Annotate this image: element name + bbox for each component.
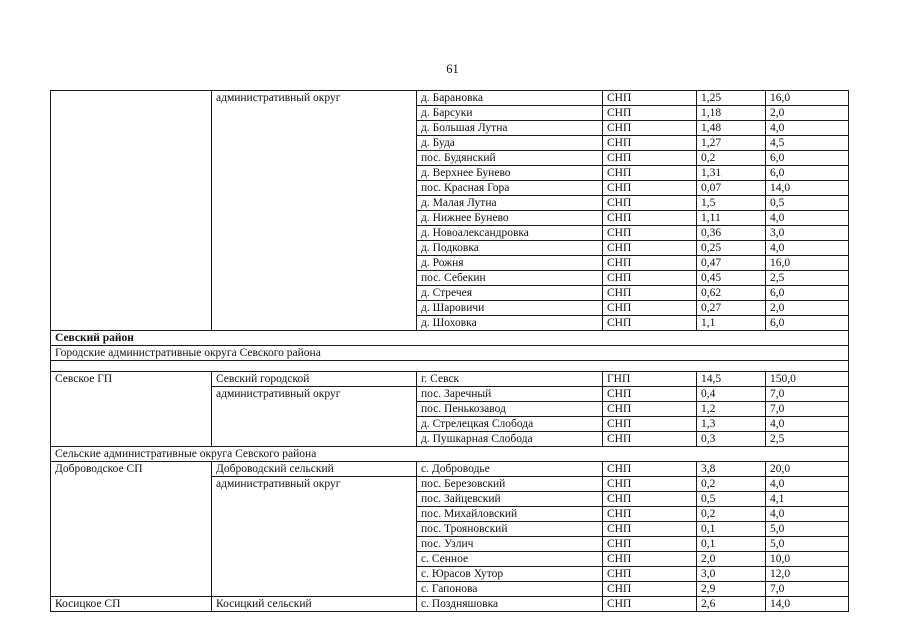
section-title: Севский район <box>51 331 849 346</box>
settlement-name: д. Рожня <box>417 256 603 271</box>
settlement-name: д. Верхнее Бунево <box>417 166 603 181</box>
value-1: 0,3 <box>697 432 766 447</box>
settlement-type: СНП <box>603 106 697 121</box>
value-2: 6,0 <box>766 151 849 166</box>
okrug-cell-line1: Косицкий сельский <box>212 597 417 612</box>
value-1: 1,48 <box>697 121 766 136</box>
value-1: 0,36 <box>697 226 766 241</box>
settlement-name: д. Малая Лутна <box>417 196 603 211</box>
settlement-type: СНП <box>603 432 697 447</box>
urban-districts-header: Городские административные округа Севского района <box>51 346 849 361</box>
settlement-type: СНП <box>603 597 697 612</box>
value-1: 1,27 <box>697 136 766 151</box>
value-1: 1,11 <box>697 211 766 226</box>
okrug-cell-line1: Доброводский сельский <box>212 462 417 477</box>
value-2: 4,0 <box>766 241 849 256</box>
settlement-name: д. Подковка <box>417 241 603 256</box>
value-2: 4,1 <box>766 492 849 507</box>
value-1: 0,62 <box>697 286 766 301</box>
settlement-name: с. Доброводье <box>417 462 603 477</box>
value-2: 0,5 <box>766 196 849 211</box>
settlement-name: пос. Узлич <box>417 537 603 552</box>
group-header-row <box>51 447 849 462</box>
settlement-type: СНП <box>603 91 697 106</box>
settlement-name: д. Буда <box>417 136 603 151</box>
value-1: 3,0 <box>697 567 766 582</box>
settlement-name: с. Гапонова <box>417 582 603 597</box>
value-2: 150,0 <box>766 372 849 387</box>
settlement-name: с. Юрасов Хутор <box>417 567 603 582</box>
value-1: 0,1 <box>697 522 766 537</box>
value-1: 0,4 <box>697 387 766 402</box>
settlement-name: пос. Будянский <box>417 151 603 166</box>
table-row <box>51 462 849 477</box>
page-number: 61 <box>446 62 459 76</box>
sp-cell: Косицкое СП <box>51 597 212 612</box>
settlement-name: д. Барсуки <box>417 106 603 121</box>
settlement-name: д. Стречея <box>417 286 603 301</box>
settlement-type: СНП <box>603 507 697 522</box>
value-1: 0,5 <box>697 492 766 507</box>
value-1: 0,1 <box>697 537 766 552</box>
settlement-type: СНП <box>603 151 697 166</box>
settlement-name: пос. Себекин <box>417 271 603 286</box>
value-1: 0,25 <box>697 241 766 256</box>
value-1: 2,9 <box>697 582 766 597</box>
settlement-type: СНП <box>603 582 697 597</box>
sp-cell <box>51 91 212 331</box>
value-1: 0,2 <box>697 507 766 522</box>
value-2: 4,0 <box>766 121 849 136</box>
value-2: 7,0 <box>766 387 849 402</box>
settlement-type: СНП <box>603 121 697 136</box>
value-2: 2,5 <box>766 271 849 286</box>
sp-cell: Доброводское СП <box>51 462 212 597</box>
group-header-row <box>51 346 849 361</box>
okrug-cell-line1: Севский городской <box>212 372 417 387</box>
settlement-name: пос. Красная Гора <box>417 181 603 196</box>
settlement-type: СНП <box>603 256 697 271</box>
settlement-type: СНП <box>603 181 697 196</box>
section-row <box>51 331 849 346</box>
value-2: 7,0 <box>766 582 849 597</box>
value-1: 0,45 <box>697 271 766 286</box>
settlement-name: д. Пушкарная Слобода <box>417 432 603 447</box>
settlement-name: пос. Михайловский <box>417 507 603 522</box>
value-2: 12,0 <box>766 567 849 582</box>
value-2: 16,0 <box>766 256 849 271</box>
settlement-type: СНП <box>603 301 697 316</box>
value-2: 16,0 <box>766 91 849 106</box>
settlement-type: СНП <box>603 211 697 226</box>
okrug-cell: административный округ <box>212 91 417 331</box>
settlement-name: г. Севск <box>417 372 603 387</box>
rural-districts-header: Сельские административные округа Севского района <box>51 447 849 462</box>
settlement-type: СНП <box>603 136 697 151</box>
table-row <box>51 372 849 387</box>
value-2: 4,5 <box>766 136 849 151</box>
value-1: 14,5 <box>697 372 766 387</box>
spacer-row <box>51 361 849 372</box>
settlement-type: СНП <box>603 286 697 301</box>
value-2: 4,0 <box>766 507 849 522</box>
value-1: 0,2 <box>697 151 766 166</box>
value-2: 2,0 <box>766 301 849 316</box>
settlement-name: пос. Трояновский <box>417 522 603 537</box>
value-1: 2,6 <box>697 597 766 612</box>
value-2: 6,0 <box>766 286 849 301</box>
settlement-type: СНП <box>603 241 697 256</box>
settlement-name: с. Сенное <box>417 552 603 567</box>
settlement-type: СНП <box>603 492 697 507</box>
settlement-name: д. Новоалександровка <box>417 226 603 241</box>
value-1: 1,31 <box>697 166 766 181</box>
value-2: 14,0 <box>766 597 849 612</box>
value-1: 1,1 <box>697 316 766 331</box>
value-2: 2,0 <box>766 106 849 121</box>
settlement-type: СНП <box>603 196 697 211</box>
value-1: 1,2 <box>697 402 766 417</box>
value-1: 3,8 <box>697 462 766 477</box>
value-2: 5,0 <box>766 522 849 537</box>
value-2: 4,0 <box>766 417 849 432</box>
value-2: 7,0 <box>766 402 849 417</box>
table-row <box>51 597 849 612</box>
value-1: 0,47 <box>697 256 766 271</box>
settlement-name: пос. Пенькозавод <box>417 402 603 417</box>
settlement-type: СНП <box>603 552 697 567</box>
settlement-type: СНП <box>603 166 697 181</box>
value-2: 3,0 <box>766 226 849 241</box>
settlement-type: СНП <box>603 226 697 241</box>
settlement-type: СНП <box>603 477 697 492</box>
settlement-type: СНП <box>603 537 697 552</box>
settlement-name: пос. Березовский <box>417 477 603 492</box>
settlement-type: СНП <box>603 417 697 432</box>
value-2: 4,0 <box>766 477 849 492</box>
value-2: 4,0 <box>766 211 849 226</box>
value-2: 2,5 <box>766 432 849 447</box>
value-2: 10,0 <box>766 552 849 567</box>
value-1: 0,07 <box>697 181 766 196</box>
value-2: 6,0 <box>766 166 849 181</box>
settlements-table <box>50 90 849 612</box>
settlement-type: СНП <box>603 271 697 286</box>
settlement-name: пос. Зайцевский <box>417 492 603 507</box>
settlement-name: д. Большая Лутна <box>417 121 603 136</box>
spacer-cell <box>51 361 849 372</box>
settlement-type: СНП <box>603 522 697 537</box>
settlement-type: СНП <box>603 387 697 402</box>
settlement-type: ГНП <box>603 372 697 387</box>
value-1: 1,3 <box>697 417 766 432</box>
settlement-type: СНП <box>603 462 697 477</box>
okrug-cell-line2: административный округ <box>212 387 417 447</box>
settlement-type: СНП <box>603 402 697 417</box>
settlement-name: д. Барановка <box>417 91 603 106</box>
value-1: 1,5 <box>697 196 766 211</box>
okrug-cell-line2: административный округ <box>212 477 417 597</box>
settlement-name: д. Нижнее Бунево <box>417 211 603 226</box>
value-1: 1,25 <box>697 91 766 106</box>
settlement-name: с. Поздняшовка <box>417 597 603 612</box>
value-2: 20,0 <box>766 462 849 477</box>
value-2: 5,0 <box>766 537 849 552</box>
table-row <box>51 91 849 106</box>
value-1: 1,18 <box>697 106 766 121</box>
settlement-name: д. Шоховка <box>417 316 603 331</box>
value-1: 0,2 <box>697 477 766 492</box>
value-1: 2,0 <box>697 552 766 567</box>
value-2: 6,0 <box>766 316 849 331</box>
settlement-name: д. Шаровичи <box>417 301 603 316</box>
value-2: 14,0 <box>766 181 849 196</box>
settlement-type: СНП <box>603 316 697 331</box>
settlement-name: д. Стрелецкая Слобода <box>417 417 603 432</box>
settlement-name: пос. Заречный <box>417 387 603 402</box>
settlement-type: СНП <box>603 567 697 582</box>
value-1: 0,27 <box>697 301 766 316</box>
sp-cell: Севское ГП <box>51 372 212 447</box>
